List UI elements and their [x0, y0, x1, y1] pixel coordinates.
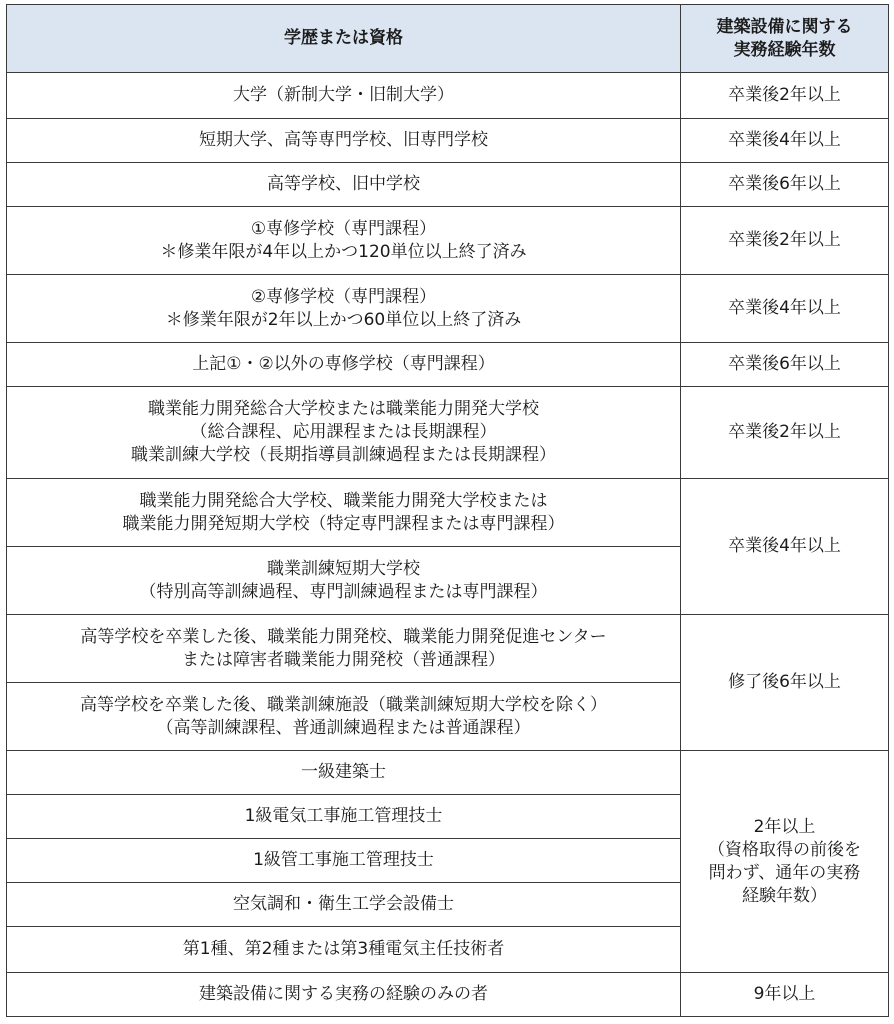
education-line: 1級管工事施工管理技士 — [253, 850, 434, 870]
education-line: ＊修業年限が2年以上かつ60単位以上終了済み — [165, 309, 522, 330]
education-line: 一級建築士 — [301, 762, 386, 782]
table-row — [7, 973, 889, 1017]
years-line: 経験年数） — [742, 885, 827, 906]
education-line: または障害者職業能力開発校（普通課程） — [182, 649, 505, 670]
education-cell — [7, 795, 681, 839]
years-cell: 修了後6年以上 — [681, 615, 889, 751]
years-cell: 卒業後2年以上 — [681, 207, 889, 275]
years-cell: 卒業後4年以上 — [681, 119, 889, 163]
years-line: 2年以上 — [753, 816, 816, 837]
education-cell — [7, 547, 681, 615]
education-cell — [7, 163, 681, 207]
education-cell — [7, 683, 681, 751]
education-cell — [7, 615, 681, 683]
years-cell — [681, 751, 889, 973]
education-line: ＊修業年限が4年以上かつ120単位以上終了済み — [160, 241, 527, 262]
education-line: 建築設備に関する実務の経験のみの者 — [199, 984, 488, 1004]
education-line: （総合課程、応用課程または長期課程） — [190, 422, 497, 442]
education-cell — [7, 751, 681, 795]
education-cell — [7, 973, 681, 1017]
header-experience-line1: 建築設備に関する — [716, 16, 853, 37]
education-line: 1級電気工事施工管理技士 — [244, 806, 443, 826]
table-row — [7, 387, 889, 479]
years-cell: 卒業後4年以上 — [681, 479, 889, 615]
education-cell — [7, 927, 681, 973]
header-experience-years — [681, 5, 889, 73]
education-cell — [7, 73, 681, 119]
education-cell — [7, 839, 681, 883]
education-cell — [7, 275, 681, 343]
education-line: （特別高等訓練過程、専門訓練過程または専門課程） — [139, 581, 548, 602]
years-cell: 卒業後2年以上 — [681, 387, 889, 479]
education-cell — [7, 119, 681, 163]
table-row — [7, 479, 889, 547]
years-cell: 9年以上 — [681, 973, 889, 1017]
education-line: 高等学校、旧中学校 — [267, 174, 420, 194]
table-row — [7, 73, 889, 119]
education-line: ①専修学校（専門課程） — [250, 218, 437, 239]
table-row — [7, 343, 889, 387]
education-line: 大学（新制大学・旧制大学） — [233, 85, 454, 105]
years-cell: 卒業後6年以上 — [681, 343, 889, 387]
table-row — [7, 207, 889, 275]
education-cell — [7, 387, 681, 479]
table-row — [7, 163, 889, 207]
education-cell — [7, 883, 681, 927]
education-line: 上記①・②以外の専修学校（専門課程） — [192, 354, 495, 374]
header-education: 学歴または資格 — [7, 5, 681, 73]
education-line: （高等訓練課程、普通訓練過程または普通課程） — [156, 717, 531, 738]
education-line: 職業能力開発総合大学校または職業能力開発大学校 — [148, 399, 539, 419]
years-cell: 卒業後4年以上 — [681, 275, 889, 343]
years-cell: 卒業後2年以上 — [681, 73, 889, 119]
table-row — [7, 275, 889, 343]
table-row — [7, 119, 889, 163]
education-line: 第1種、第2種または第3種電気主任技術者 — [182, 939, 505, 959]
header-row — [7, 5, 889, 73]
education-line: ②専修学校（専門課程） — [250, 286, 437, 307]
education-cell — [7, 343, 681, 387]
education-line: 職業訓練短期大学校 — [267, 558, 420, 579]
header-experience-line2: 実務経験年数 — [733, 39, 836, 60]
education-line: 高等学校を卒業した後、職業能力開発校、職業能力開発促進センター — [80, 626, 607, 647]
education-cell — [7, 479, 681, 547]
table-row — [7, 615, 889, 683]
education-line: 職業訓練大学校（長期指導員訓練過程または長期課程） — [131, 445, 556, 465]
education-line: 職業能力開発総合大学校、職業能力開発大学校または — [139, 490, 548, 511]
education-cell — [7, 207, 681, 275]
education-line: 空気調和・衛生工学会設備士 — [233, 894, 454, 914]
table-row — [7, 751, 889, 795]
years-line: （資格取得の前後を — [708, 839, 861, 860]
years-line: 問わず、通年の実務 — [708, 862, 861, 883]
education-line: 職業能力開発短期大学校（特定専門課程または専門課程） — [122, 513, 565, 534]
education-line: 短期大学、高等専門学校、旧専門学校 — [199, 130, 488, 150]
education-line: 高等学校を卒業した後、職業訓練施設（職業訓練短期大学校を除く） — [80, 694, 607, 715]
qualification-table — [6, 4, 889, 1017]
years-cell: 卒業後6年以上 — [681, 163, 889, 207]
